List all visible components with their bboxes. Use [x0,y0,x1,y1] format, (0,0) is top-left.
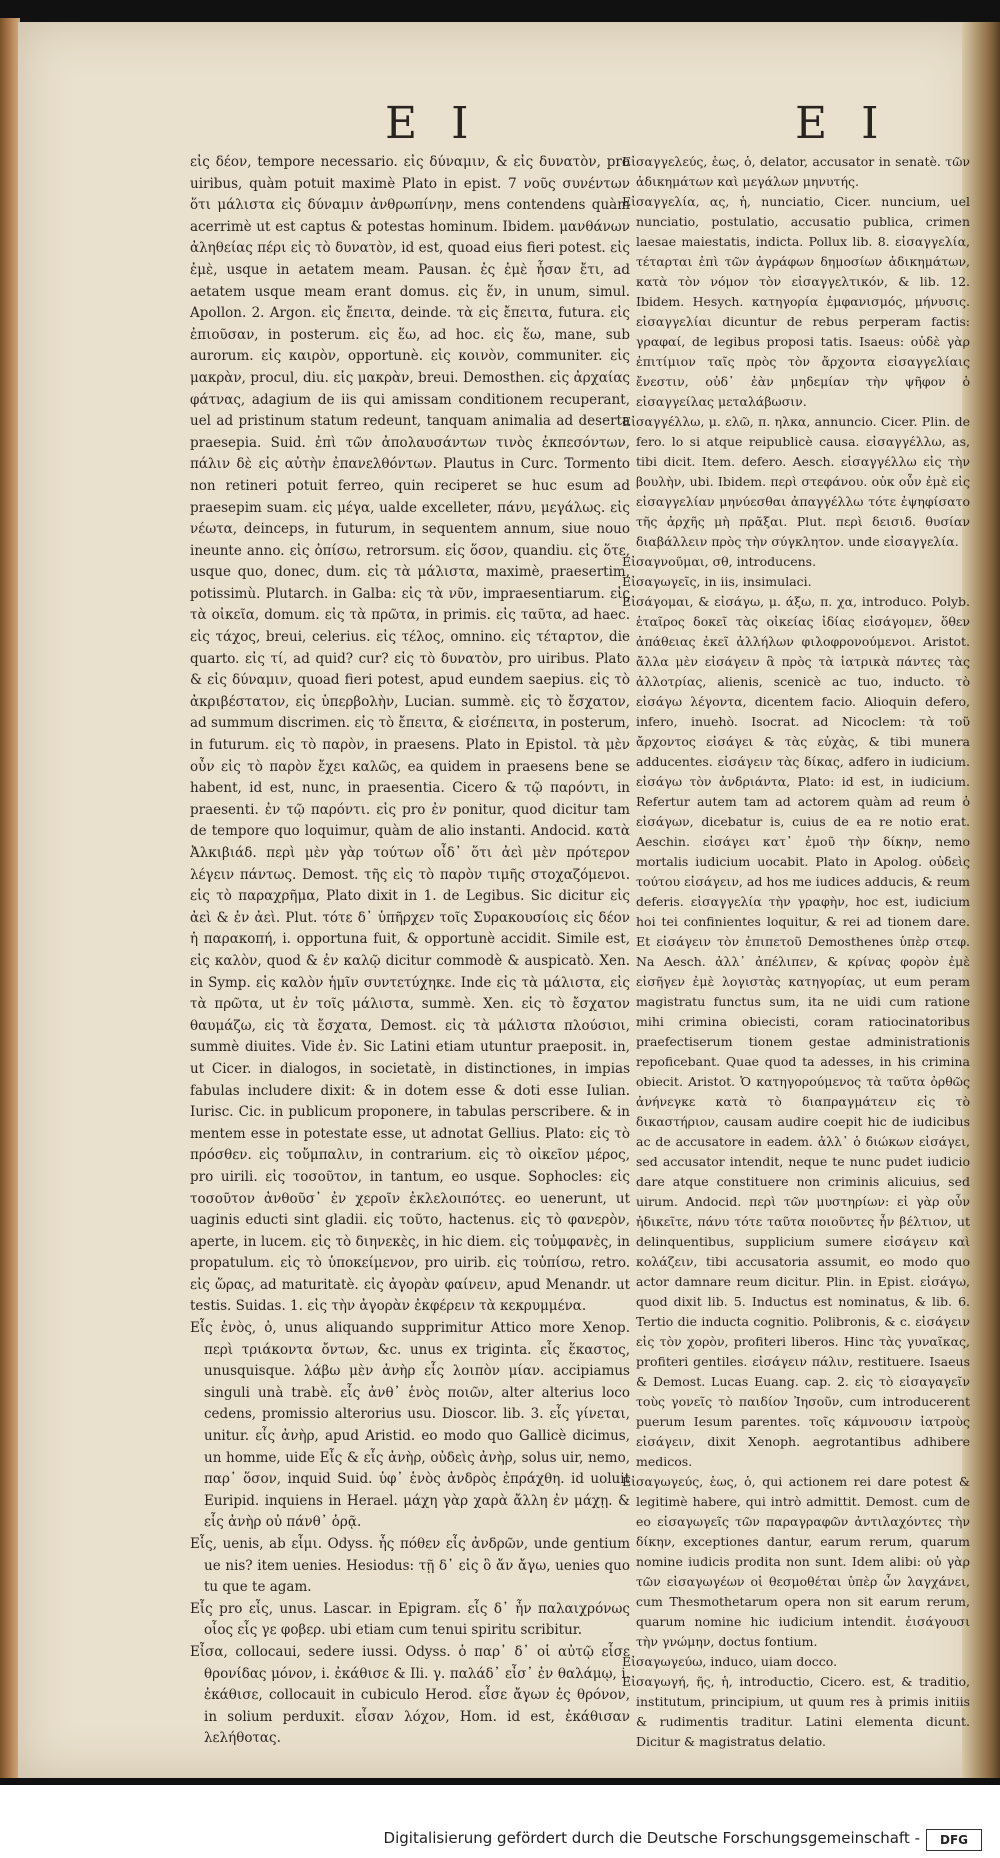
dictionary-entry: Εἷς pro εἶς, unus. Lascar. in Epigram. εἷς δ᾽ ἦν παλαιχρόνως οἷος εἷς γε φοβερ. ubi etiam cum tenui spiritu scribitur. [190,1600,630,1639]
dictionary-entry: Εἶσα, collocaui, sedere iussi. Odyss. ὁ παρ᾽ δ᾽ οἱ αὐτῷ εἶσε θρονίδας μόνον, i. ἐκάθισε & Ili. γ. παλάδ᾽ εἶσ᾽ ἐν θαλάμῳ, i. ἐκάθισε, collocauit in cubiculo Herod. εἶσε ἄγων ἐς θρόνον, in solium perduxit. εἶσαν λόχον, Hom. id est, ἐκάθισαν λελήθοτας. [190,1643,630,1747]
dfg-logo: DFG [926,1829,982,1851]
dictionary-entry: Εἰσάγομαι, & εἰσάγω, μ. άξω, π. χα, introduco. Polyb. ἑταῖρος δοκεῖ τὰς οἰκείας ἰδίας εἰσάγομεν, ὅθεν ἀπάθειας ἐκεῖ ἀλλήλων φιλοφρονούμενοι. Aristot. ἄλλα μὲν εἰσάγειν ἃ πρὸς τὰ ἰατρικὰ πάντες τὰς ἀλλοτρίας, alienis, scenicè ac tuo, inducto. τὸ εἰσάγω λέγοντα, dicentem facio. Alioquin defero, infero, inuehò. Isocrat. ad Nicoclem: τὰ τοῦ ἄρχοντος εἰσάγει & τὰς εὐχὰς, & tibi munera adducentes. εἰσάγειν τὰς δίκας, adfero in iudicium. εἰσάγω τὸν ἀνδριάντα, Plato: id est, in iudicium. Refertur autem tam ad actorem quàm ad reum ὁ εἰσάγων, dicebatur is, cuius de ea re notio erat. Aeschin. εἰσάγει κατ᾽ ἐμοῦ τὴν δίκην, nemo mortalis iudicium uocabit. Plato in Apolog. οὐδεὶς τούτου εἰσάγειν, ad hos me iudices adducis, & reum deferis. εἰσαγγελία τὴν γραφὴν, hoc est, iudicium hoi tei confinientes loquitur, & rei ad tionem dare. Et εἰσάγειν τὸν ἐπιπετοῦ Demosthenes ὑπὲρ στεφ. Na Aesch. ἀλλ᾽ ἀπέλιπεν, & κρίνας φορὸν ἐμὲ εἰσῆγεν ἐμὲ λογιστὰς κατηγορίας, ut eum peram magistratu functus sum, ita ne uidi cum ratione mihi crimina obiecisti, coram ratiocinatoribus praefectiserum tionem gestae administrationis repoficebant. Quae quod ta adesses, in his crimina obiecit. Aristot. Ὁ κατηγορούμενος τὰ ταῦτα ὀρθῶς ἀνήνεγκε κατὰ τὸ διαπραγμάτειν εἰς τὸ δικαστήριον, causam audire coepit hic de iudicibus ac de accusatore in eadem. ἀλλ᾽ ὁ διώκων εἰσάγει, sed accusator intendit, neque te nunc pudet iudicio dare atque constituere non criminis alicuius, sed uirum. Andocid. περὶ τῶν μυστηρίων: εἰ γὰρ οὖν ἠδικεῖτε, πάνυ τότε ταῦτα ποιοῦντες ἦν βέλτιον, ut delinquentibus, supplicium sumere εἰσάγειν καὶ κολάζειν, tibi accusatoria assumit, eo modo quo actor damnare reum dicitur. Plin. in Epist. εἰσάγω, quod dixit lib. 5. Inductus est nominatus, & lib. 6. Tertio die inducta cognitio. Polibronis, & c. εἰσάγειν εἰς τὸν χορὸν, profiteri liberos. Hinc τὰς γυναῖκας, profiteri gentiles. εἰσάγειν πάλιν, restituere. Isaeus & Demost. Lucas Euang. cap. 2. εἰς τὸ εἰσαγαγεῖν τοὺς γονεῖς τὸ παιδίον Ἰησοῦν, cum introducerent puerum Iesum parentes. τοῖς κάμνουσιν ἰατροὺς εἰσάγειν, dixit Xenoph. aegrotantibus adhibere medicos. [622,594,970,1469]
left-column-text: εἰς δέον, tempore necessario. εἰς δύναμιν, & εἰς δυνατὸν, pro uiribus, quàm potuit maximè Plato in epist. 7 νοῦς συνέντων ὅτι μάλιστα εἰς δύναμιν ἀνθρωπίνην, mens contendens quàm acerrimè ut est captus & potestas hominum. Ibidem. μανθάνων ἀληθείας πέρι εἰς τὸ δυνατὸν, id est, quoad eius fieri potest. εἰς ἐμὲ, usque in aetatem meam. Pausan. ἐς ἐμὲ ἦσαν ἔτι, ad aetatem usque meam erant domus. εἰς ἕν, in unum, simul. Apollon. 2. Argon. εἰς ἔπειτα, deinde. τὰ εἰς ἔπειτα, futura. εἰς ἐπιοῦσαν, in posterum. εἰς ἕω, ad hoc. εἰς ἕω, mane, sub aurorum. εἰς καιρὸν, opportunè. εἰς κοινὸν, communiter. εἰς μακρὰν, procul, diu. εἰς μακρὰν, breui. Demosthen. εἰς ἀρχαίας φάτνας, adagium de iis qui amissam conditionem recuperant, uel ad pristinum statum redeunt, tanquam animalia ad deserta praesepia. Suid. ἐπὶ τῶν ἀπολαυσάντων τινὸς ἐκπεσόντων, πάλιν δὲ εἰς αὐτὴν ἐπανελθόντων. Plautus in Curc. Tormento non retineri potuit ferreo, quin reciperet se huc esum ad praesepim suam. εἰς μέγα, ualde excelleter, πάνυ, μεγάλως. εἰς νέωτα, deinceps, in futurum, in sequentem annum, siue nouo ineunte anno. εἰς ὀπίσω, retrorsum. εἰς ὅσον, quandiu. εἰς ὅτε, usque quo, donec, dum. εἰς τὰ μάλιστα, maximè, praesertim, potissimù. Plutarch. in Galba: εἰς τὰ νῦν, impraesentiarum. εἰς τὰ οἰκεῖα, domum. εἰς τὰ πρῶτα, in primis. εἰς ταῦτα, ad haec. εἰς τάχος, breui, celerius. εἰς τέλος, omnino. εἰς τέταρτον, die quarto. εἰς τί, ad quid? cur? εἰς τὸ δυνατὸν, pro uiribus. Plato & εἰς δύναμιν, quoad fieri potest, apud eundem saepius. εἰς τὸ ἀκριβέστατον, εἰς ὑπερβολὴν, Lucian. summè. εἰς τὸ ἔσχατον, ad summum discrimen. εἰς τὸ ἔπειτα, & εἰσέπειτα, in posterum, in futurum. εἰς τὸ παρὸν, in praesens. Plato in Epistol. τὰ μὲν οὖν εἰς τὸ παρὸν ἔχει καλῶς, ea quidem in praesens bene se habent, id est, nunc, in praesentia. Cicero & τῷ παρόντι, in praesenti. ἐν τῷ παρόντι. εἰς pro ἐν ponitur, quod dicitur tam de tempore quo loquimur, quàm de alio instanti. Andocid. κατὰ Ἀλκιβιάδ. περὶ μὲν γὰρ τούτων οἶδ᾽ ὅτι ἀεὶ μὲν πρότερον λέγειν πάντως. Demost. τῆς εἰς τὸ παρὸν τιμῆς στοχαζόμενοι. εἰς τὸ παραχρῆμα, Plato dixit in 1. de Legibus. Sic dicitur εἰς ἀεὶ & ἐν ἀεὶ. Plut. τότε δ᾽ ὑπῆρχεν τοῖς Συρακουσίοις εἰς δέον ἡ παρακοπή, i. opportuna fuit, & opportunè accidit. Simile est, εἰς καλὸν, quod & ἐν καλῷ dicitur commodè & auspicatò. Xen. in Symp. εἰς καλὸν ἡμῖν συντετύχηκε. Inde εἰς τὰ μάλιστα, εἰς τὰ πρῶτα, ut ἐν τοῖς μάλιστα, summè. Xen. εἰς τὸ ἔσχατον θαυμάζω, εἰς τὰ ἔσχατα, Demost. εἰς τὰ μάλιστα πλούσιοι, summè diuites. Vide ἐν. Sic Latini etiam utuntur praeposit. in, ut Cicer. in dialogos, in societatè, in distinctiones, in impias fabulas includere dixit: & in dotem esse & doti esse Iulian. Iurisc. Cic. in publicum proponere, in tabulas perscribere. & in mentem esse in potestate esse, ut adnotat Gellius. Plato: εἰς τὸ πρόσθεν. εἰς τοὔμπαλιν, in contrarium. εἰς τὸ οἰκεῖον μέρος, pro uirili. εἰς τοσοῦτον, in tantum, eo usque. Sophocles: εἰς τοσοῦτον ἀνθοῦσ᾽ ἐν χεροῖν ἐκλελοιπότες. eo uenerunt, ut uaginis educti sint gladii. εἰς τοῦτο, hactenus. εἰς τὸ φανερὸν, aperte, in lucem. εἰς τὸ διηνεκὲς, in hic diem. εἰς τοὐμφανὲς, in propatulum. εἰς τὸ ὑποκείμενον, pro uirib. εἰς τοὐπίσω, retro. εἰς ὥρας, ad maturitatè. εἰς ἀγορὰν φαίνειν, apud Menandr. ut testis. Suidas. 1. εἰς τὴν ἀγορὰν ἐκφέρειν τὰ κεκρυμμένα. [190,154,630,1315]
dictionary-entry: Εἰσαγωγεῖς, in iis, insimulaci. [622,574,812,589]
left-column [190,152,630,1750]
page-heading-left: E I [385,98,479,149]
page-heading-right: E I [795,98,889,149]
book-edge [0,18,20,1778]
digitization-credit: Digitalisierung gefördert durch die Deutsche Forschungsgemeinschaft - [383,1829,920,1847]
dictionary-entry: Εἰσαγγελία, ας, ἡ, nunciatio, Cicer. nuncium, uel nunciatio, postulatio, accusatio publica, crimen laesae maiestatis, indicta. Pollux lib. 8. εἰσαγγελία, τέταρται ἐπὶ τῶν ἀγράφων δημοσίων ἀδικημάτων, κατὰ τὸν νόμον τὸν εἰσαγγελτικόν, & lib. 12. Ibidem. Hesych. κατηγορία ἐμφανισμός, μήνυσις. εἰσαγγελίαι dicuntur de rebus perperam factis: γραφαί, de legibus proposi tatis. Isaeus: οὐδὲ γὰρ ἐπιτίμιον ταῖς πρὸς τὸν ἄρχοντα εἰσαγγελίαις ἔνεστιν, οὐδ᾽ ἐὰν μηδεμίαν τὴν ψῆφον ὁ εἰσαγγείλας μεταλάβωσιν. [622,194,970,409]
dictionary-entry: Εἰσαγγέλλω, μ. ελῶ, π. ηλκα, annuncio. Cicer. Plin. de fero. lo si atque reipublicè causa. εἰσαγγέλλω, as, tibi dicit. Item. defero. Aesch. εἰσαγγέλλω εἰς τὴν βουλὴν, ubi. Ibidem. περὶ στεφάνου. οὐκ οὖν ἐμὲ εἰς εἰσαγγελίαν μηνύεσθαι ἀπαγγέλλω τότε ἐψηφίσατο τῆς ἀρχῆς μὴ πρᾶξαι. Plut. περὶ δεισιδ. θυσίαν διαβάλλειν πρὸς τὴν σύγκλητον. unde εἰσαγγελία. [622,414,970,549]
dictionary-entry: Εἰσαγωγεύς, ἑως, ὁ, qui actionem rei dare potest & legitimè habere, qui intrò admittit. Demost. cum de eo εἰσαγωγεῖς τῶν παραγραφῶν ἀντιλαχόντες τὴν δίκην, exceptiones dantur, earum rerum, quarum nomine iudicis prodita non sunt. Idem alibi: οὐ γὰρ τῶν εἰσαγωγέων οἱ θεσμοθέται ὑπὲρ ὧν λαγχάνει, cum Thesmothetarum opera non sit earum rerum, quarum nomine hic iudicium intendit. ἐισάγουσι τὴν γνώμην, doctus fontium. [622,1474,970,1649]
dictionary-entry: Εἰσαγωγεύω, induco, uiam docco. [622,1654,838,1669]
dictionary-entry: Εἰσαγγελεύς, ἑως, ὁ, delator, accusator in senatè. τῶν ἀδικημάτων καὶ μεγάλων μηνυτής. [622,154,970,189]
footer-bar [0,1785,1000,1858]
dictionary-entry: Εἷς, uenis, ab εἶμι. Odyss. ἦς πόθεν εἶς ἀνδρῶν, unde gentium ue nis? item uenies. Hesiodus: τῇ δ᾽ εἰς ὃ ἄν ἄγω, uenies quo tu que te agam. [190,1536,630,1596]
dictionary-entry: Εἷς ἑνὸς, ὁ, unus aliquando supprimitur Attico more Xenop. περὶ τριάκοντα ὄντων, &c. unus ex triginta. εἷς ἕκαστος, unusquisque. λάβω μὲν ἀνὴρ εἷς λοιπὸν μίαν. accipiamus singuli unà trabè. εἷς ἀνθ᾽ ἑνὸς ποιῶν, alter alterius loco cedens, promissio alterorius usu. Dioscor. lib. 3. εἷς γίνεται, unitur. εἷς ἀνὴρ, apud Aristid. eo modo quo Gallicè dicimus, un homme, uide Εἷς & εἷς ἀνὴρ, οὐδεὶς ἀνὴρ, solus uir, nemo, παρ᾽ ὅσον, inquid Suid. ὑφ᾽ ἑνὸς ἀνδρὸς ἐπράχθη. id uoluit Euripid. inquiens in Herael. μάχη γὰρ χαρὰ ἄλλη ἐν μάχῃ. & εἷς ἀνὴρ οὐ πάνθ᾽ ὁρᾷ. [190,1320,630,1531]
right-column [622,152,970,1752]
dictionary-entry: Εἰσαγνοῦμαι, σθ, introducens. [622,554,817,569]
dictionary-entry: Εἰσαγωγή, ῆς, ἡ, introductio, Cicero. est, & traditio, institutum, principium, ut quum res à primis initiis & rudimentis traditur. Latini elementa dicunt. Dicitur & magistratus delatio. [622,1674,970,1749]
